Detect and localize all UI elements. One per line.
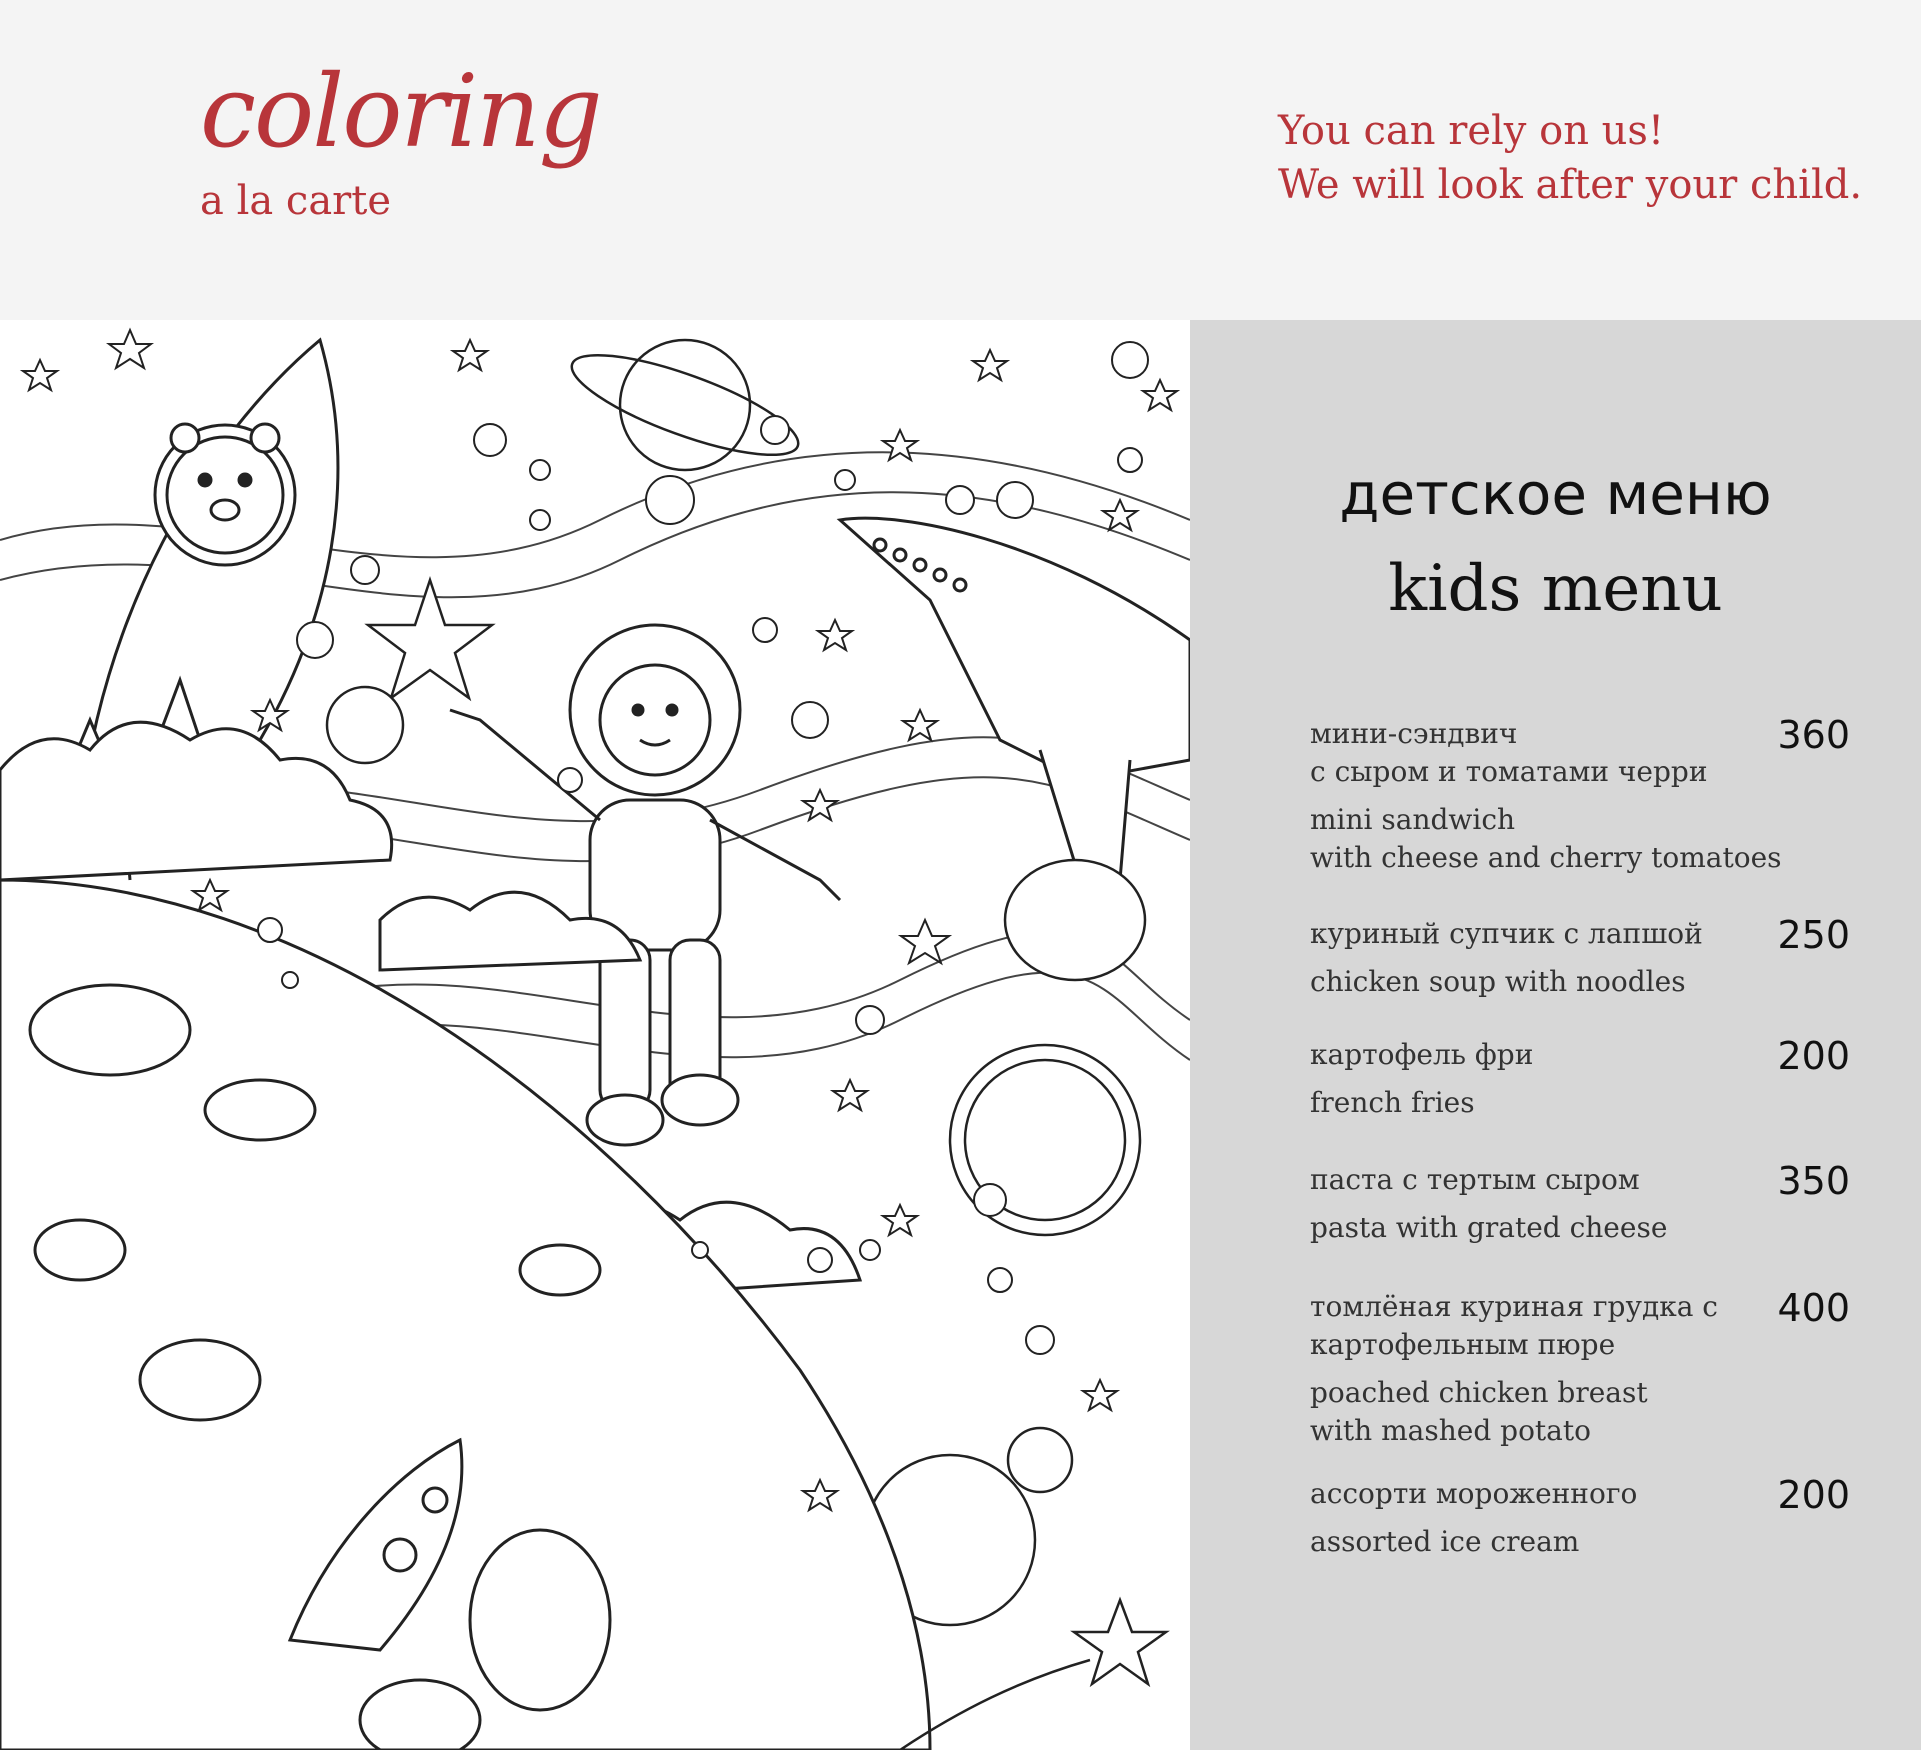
menu-item-price: 200 xyxy=(1777,1034,1850,1078)
tagline-line-1: You can rely on us! xyxy=(1278,108,1665,154)
menu-item-price: 360 xyxy=(1777,713,1850,757)
menu-item-price: 350 xyxy=(1777,1159,1850,1203)
kids-menu-panel xyxy=(1190,320,1921,1750)
menu-item-name-en: assorted ice cream xyxy=(1310,1525,1580,1558)
menu-item xyxy=(1310,1036,1850,1122)
menu-item-price: 250 xyxy=(1777,913,1850,957)
tagline-line-2: We will look after your child. xyxy=(1278,162,1863,208)
menu-title-ru: детское меню xyxy=(1339,460,1772,528)
brand-logo-script: coloring xyxy=(200,53,601,170)
menu-item-price: 200 xyxy=(1777,1473,1850,1517)
menu-item-name-en: french fries xyxy=(1310,1086,1475,1119)
menu-item-name-en: pasta with grated cheese xyxy=(1310,1211,1668,1244)
menu-item xyxy=(1310,715,1850,877)
menu-item-name-ru: томлёная куриная грудка с картофельным пюре xyxy=(1310,1290,1718,1361)
menu-item xyxy=(1310,915,1850,1001)
menu-item-name-ru: куриный супчик с лапшой xyxy=(1310,917,1703,950)
menu-item xyxy=(1310,1288,1850,1450)
moon-surface xyxy=(0,880,930,1750)
menu-item-price: 400 xyxy=(1777,1286,1850,1330)
space-coloring-illustration xyxy=(0,320,1190,1750)
menu-item-name-en: mini sandwich with cheese and cherry tomatoes xyxy=(1310,803,1782,874)
astronaut-cat xyxy=(450,625,840,1145)
header xyxy=(0,0,1921,320)
menu-item xyxy=(1310,1161,1850,1247)
menu-item-name-ru: паста с тертым сыром xyxy=(1310,1163,1640,1196)
menu-item xyxy=(1310,1475,1850,1561)
menu-item-name-en: poached chicken breast with mashed potato xyxy=(1310,1376,1648,1447)
menu-item-name-ru: ассорти мороженного xyxy=(1310,1477,1638,1510)
menu-title-en: kids menu xyxy=(1388,552,1723,626)
menu-item-name-ru: мини-сэндвич с сыром и томатами черри xyxy=(1310,717,1708,788)
menu-item-name-en: chicken soup with noodles xyxy=(1310,965,1686,998)
brand-subtitle: a la carte xyxy=(200,178,392,224)
ringed-planet xyxy=(562,336,808,474)
menu-item-name-ru: картофель фри xyxy=(1310,1038,1534,1071)
space-shuttle xyxy=(840,518,1190,880)
tagline xyxy=(1278,104,1862,212)
